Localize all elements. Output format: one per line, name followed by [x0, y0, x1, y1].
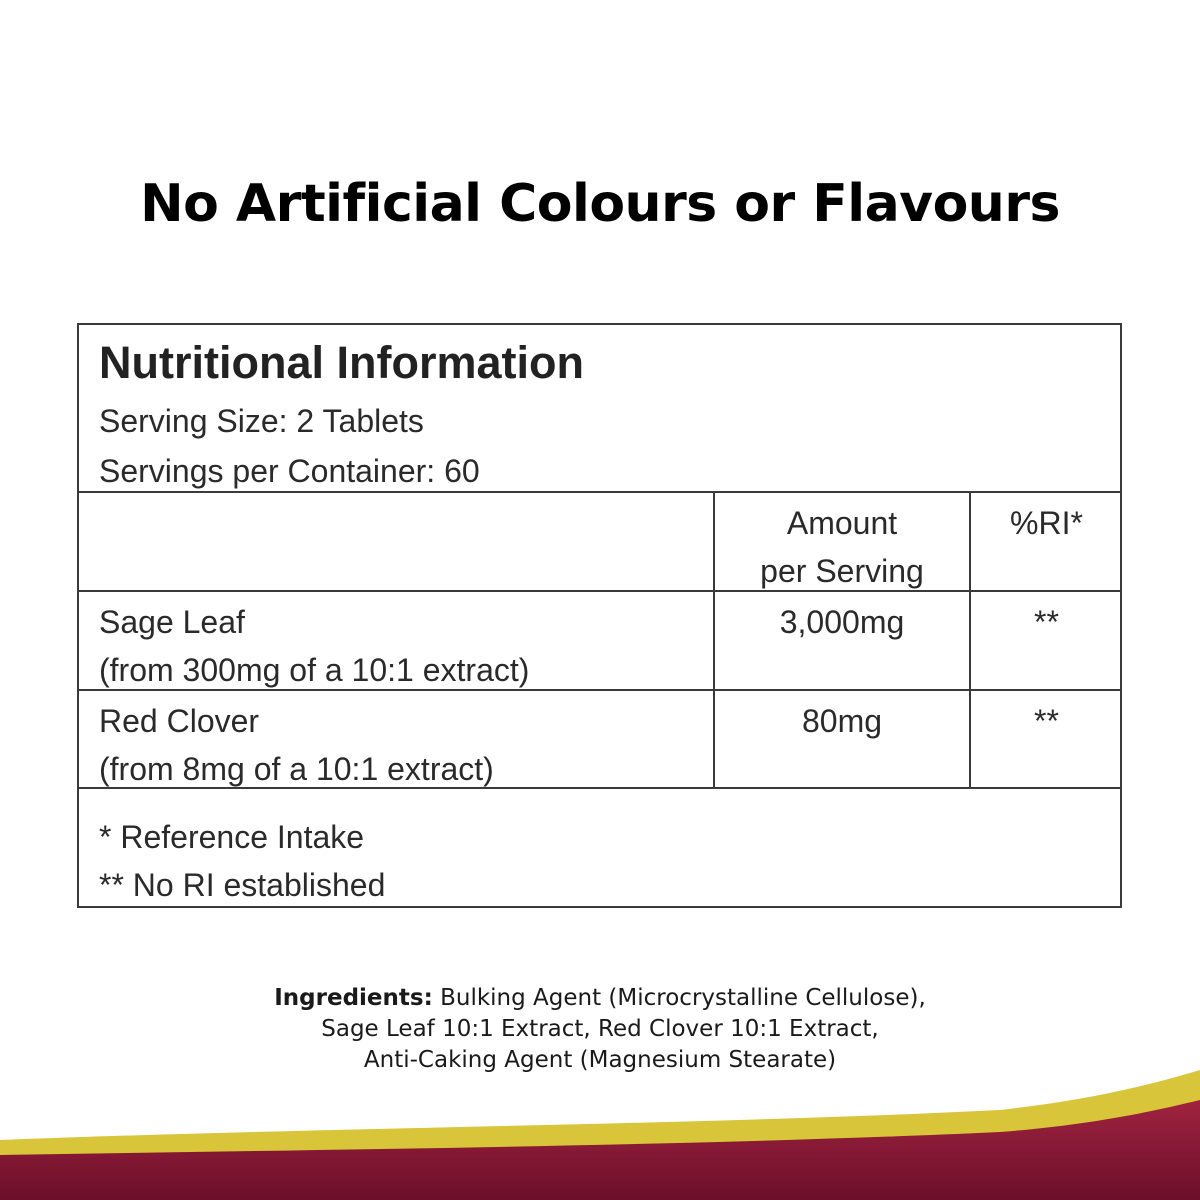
- ingredients-label: Ingredients:: [274, 985, 433, 1011]
- servings-per-container: Servings per Container: 60: [99, 453, 480, 489]
- amount-header-line1: Amount: [786, 505, 898, 541]
- ingredient-detail: (from 8mg of a 10:1 extract): [99, 751, 494, 787]
- table-row: [79, 592, 1120, 691]
- footnote-no-ri: ** No RI established: [99, 867, 386, 903]
- ingredients-line-2: Sage Leaf 10:1 Extract, Red Clover 10:1 Extract,: [321, 1016, 879, 1042]
- amount-column-header: [715, 499, 969, 595]
- ingredient-detail: (from 300mg of a 10:1 extract): [99, 652, 530, 688]
- ri-cell: **: [1034, 703, 1059, 739]
- serving-size: Serving Size: 2 Tablets: [99, 403, 424, 439]
- label-title: Nutritional Information: [99, 337, 584, 388]
- amount-header-line2: per Serving: [760, 553, 924, 589]
- amount-cell: 80mg: [801, 703, 883, 739]
- ingredients-line-1: [0, 983, 1200, 1014]
- headline: No Artificial Colours or Flavours: [140, 174, 1060, 234]
- decorative-wave-footer: [0, 1070, 1200, 1200]
- ingredients-text: [0, 983, 1200, 1076]
- footnote-reference-intake: * Reference Intake: [99, 819, 365, 855]
- ingredients-line1-text: Bulking Agent (Microcrystalline Cellulose),: [432, 985, 926, 1011]
- ingredient-name-cell: [99, 697, 494, 793]
- footnotes-row: [79, 789, 1120, 906]
- table-row: [79, 691, 1120, 789]
- table-header-row: [79, 493, 1120, 592]
- ri-cell: **: [1034, 604, 1059, 640]
- label-header: [79, 325, 1120, 493]
- ingredients-line-3: Anti-Caking Agent (Magnesium Stearate): [363, 1047, 837, 1073]
- ingredient-name: Sage Leaf: [99, 604, 245, 640]
- ri-column-header: %RI*: [1010, 505, 1083, 541]
- footnotes: [99, 813, 385, 909]
- ingredient-name: Red Clover: [99, 703, 260, 739]
- amount-cell: 3,000mg: [779, 604, 905, 640]
- ingredient-name-cell: [99, 598, 529, 694]
- nutrition-label: [77, 323, 1122, 908]
